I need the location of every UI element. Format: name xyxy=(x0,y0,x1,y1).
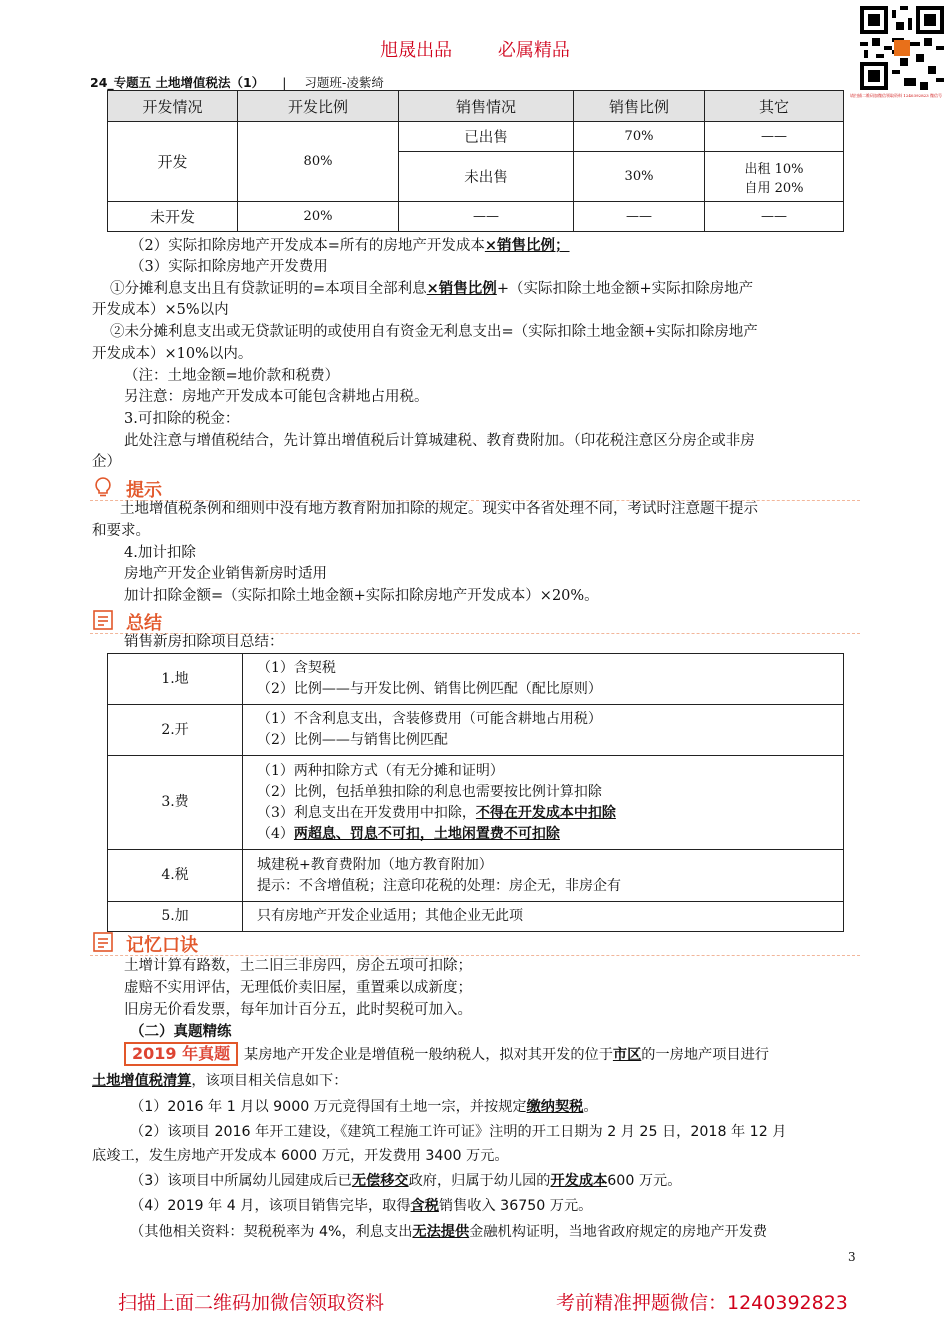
value-line xyxy=(257,824,842,845)
row-value xyxy=(243,705,844,756)
emphasis-text: 开发成本 xyxy=(550,1173,608,1189)
brand-left: 旭晟出品 xyxy=(380,40,453,61)
cell: 开发 xyxy=(108,122,238,202)
question-line: 底竣工，发生房地产开发成本 6000 万元，开发费用 3400 万元。 xyxy=(92,1148,509,1164)
exam-section-title: （二）真题精练 xyxy=(130,1023,232,1040)
text: （其他相关资料：契税税率为 4%，利息支出 xyxy=(130,1224,413,1240)
cell-line: 出租 10% xyxy=(744,161,804,177)
summary-table xyxy=(107,653,844,932)
cell: 20% xyxy=(238,202,399,232)
value-line: （2）比例——与开发比例、销售比例匹配（配比原则） xyxy=(257,681,602,697)
body-line: 土增计算有路数，土二旧三非房四，房企五项可扣除； xyxy=(124,958,472,974)
list-icon xyxy=(92,609,114,631)
header-separator: | xyxy=(282,75,287,90)
row-value: 只有房地产开发企业适用；其他企业无此项 xyxy=(243,902,844,932)
value-line: 提示：不含增值税；注意印花税的处理：房企无，非房企有 xyxy=(257,877,621,894)
question-line: （2）该项目 2016 年开工建设，《建筑工程施工许可证》注明的开工日期为 2 月 25 日，2018 年 12 月 xyxy=(130,1124,787,1140)
cell xyxy=(705,152,844,202)
cell: 已出售 xyxy=(399,122,574,152)
table-row xyxy=(108,756,844,850)
body-line xyxy=(130,236,900,256)
text: 销售收入 36750 万元。 xyxy=(438,1198,593,1214)
cell: —— xyxy=(574,202,705,232)
body-line: （注：土地金额=地价款和税费） xyxy=(124,368,340,384)
brand-right: 必属精品 xyxy=(497,40,570,61)
text: 政府，归属于幼儿园的 xyxy=(408,1173,551,1189)
text: 。 xyxy=(583,1099,598,1115)
value-line: （1）含契税 xyxy=(257,660,336,676)
table-row xyxy=(108,654,844,705)
table-row xyxy=(108,202,844,232)
row-key: 5.加 xyxy=(108,902,243,932)
footer-right: 考前精准押题微信：1240392823 xyxy=(556,1292,848,1314)
brand-banner xyxy=(0,36,950,62)
text: （1）2016 年 1 月以 9000 万元竞得国有土地一宗，并按规定 xyxy=(130,1099,527,1115)
row-value xyxy=(243,850,844,902)
body-line: ②未分摊利息支出或无贷款证明的或使用自有资金无利息支出=（实际扣除土地金额+实际扣除房地产 xyxy=(110,324,758,340)
table-header-row xyxy=(108,91,844,122)
cell: 70% xyxy=(574,122,705,152)
body-line: 和要求。 xyxy=(92,523,150,539)
body-line: 此处注意与增值税结合，先计算出增值税后计算城建税、教育费附加。（印花税注意区分房企或非房 xyxy=(124,433,755,449)
value-line: （1）两种扣除方式（有无分摊和证明） xyxy=(257,762,504,779)
text: ，该项目相关信息如下： xyxy=(191,1073,348,1089)
emphasis-text: 土地增值税清算 xyxy=(92,1073,192,1089)
emphasis-text: 市区 xyxy=(612,1047,642,1063)
cell: 未出售 xyxy=(399,152,574,202)
body-line xyxy=(110,279,880,299)
table-row xyxy=(108,850,844,902)
question-line xyxy=(244,1044,864,1066)
table-row xyxy=(108,902,844,932)
text: 600 万元。 xyxy=(607,1173,682,1189)
value-line: （1）不含利息支出，含装修费用（可能含耕地占用税） xyxy=(257,711,602,727)
list-icon xyxy=(92,931,114,953)
value-line: 城建税+教育费附加（地方教育附加） xyxy=(257,856,493,873)
question-line xyxy=(130,1221,900,1243)
year-badge: 2019 年真题 xyxy=(124,1042,238,1066)
body-line: 销售新房扣除项目总结： xyxy=(124,634,284,650)
text: +（实际扣除土地金额+实际扣除房地产 xyxy=(496,281,754,297)
qr-code-image xyxy=(860,6,944,90)
text: （3）该项目中所属幼儿园建成后已 xyxy=(130,1173,352,1189)
page-number: 3 xyxy=(848,1250,856,1264)
qr-caption: 请扫描二维码加微信领取资料 1240392823 微信号 xyxy=(850,93,942,98)
row-value xyxy=(243,654,844,705)
row-key: 4.税 xyxy=(108,850,243,902)
text: 某房地产开发企业是增值税一般纳税人，拟对其开发的位于 xyxy=(244,1047,613,1063)
cell: —— xyxy=(399,202,574,232)
body-line: 4.加计扣除 xyxy=(124,545,196,561)
body-line: 另注意：房地产开发成本可能包含耕地占用税。 xyxy=(124,389,429,405)
row-value xyxy=(243,756,844,850)
body-line: 旧房无价看发票，每年加计百分五，此时契税可加入。 xyxy=(124,1002,472,1018)
cell: —— xyxy=(705,202,844,232)
question-line xyxy=(92,1070,862,1092)
header-course: 习题班-凌紫绮 xyxy=(304,75,384,90)
emphasis-text: 缴纳契税 xyxy=(526,1099,584,1115)
emphasis-text: ×销售比例； xyxy=(484,237,570,254)
value-line xyxy=(257,803,842,824)
footer-left: 扫描上面二维码加微信领取资料 xyxy=(118,1292,385,1314)
emphasis-text: 无法提供 xyxy=(412,1224,470,1240)
body-line: 开发成本）×10%以内。 xyxy=(92,346,253,362)
cell-line: 自用 20% xyxy=(744,180,804,196)
row-key: 3.费 xyxy=(108,756,243,850)
emphasis-text: 两超息、罚息不可扣，土地闲置费不可扣除 xyxy=(293,825,560,842)
emphasis-text: 含税 xyxy=(410,1198,439,1214)
value-line: （2）比例，包括单独扣除的利息也需要按比例计算扣除 xyxy=(257,783,602,800)
table-row xyxy=(108,705,844,756)
development-ratio-table xyxy=(107,90,844,232)
body-line: 企） xyxy=(92,454,121,470)
page-header xyxy=(90,73,384,91)
body-line: （3）实际扣除房地产开发费用 xyxy=(130,259,328,275)
tip-section-header xyxy=(90,476,860,501)
question-line xyxy=(130,1096,900,1118)
text: （4）2019 年 4 月，该项目销售完毕，取得 xyxy=(130,1198,411,1214)
tip-title: 提示 xyxy=(126,480,162,501)
body-line: 房地产开发企业销售新房时适用 xyxy=(124,566,327,582)
value-line: （2）比例——与销售比例匹配 xyxy=(257,732,448,748)
cell: —— xyxy=(705,122,844,152)
header-cell: 销售比例 xyxy=(574,91,705,122)
question-line xyxy=(130,1195,900,1217)
question-line xyxy=(130,1170,900,1192)
emphasis-text: 不得在开发成本中扣除 xyxy=(475,804,616,821)
memory-title: 记忆口诀 xyxy=(126,935,198,956)
summary-section-header xyxy=(90,609,860,634)
text: 金融机构证明，当地省政府规定的房地产开发费 xyxy=(469,1224,768,1240)
cell: 30% xyxy=(574,152,705,202)
emphasis-text: 无偿移交 xyxy=(351,1173,409,1189)
body-line: 土地增值税条例和细则中没有地方教育附加扣除的规定。现实中各省处理不同，考试时注意题干提示 xyxy=(120,501,758,517)
body-line: 开发成本）×5%以内 xyxy=(92,302,229,318)
cell: 未开发 xyxy=(108,202,238,232)
body-line: 3.可扣除的税金： xyxy=(124,411,240,427)
header-title: 24_专题五 土地增值税法（1） xyxy=(90,75,265,90)
table-row xyxy=(108,122,844,152)
cell: 80% xyxy=(238,122,399,202)
text: （3）利息支出在开发费用中扣除， xyxy=(257,804,476,821)
header-cell: 开发情况 xyxy=(108,91,238,122)
text: （2）实际扣除房地产开发成本=所有的房地产开发成本 xyxy=(130,238,485,254)
body-line: 虚赔不实用评估，无理低价卖旧屋，重置乘以成新度； xyxy=(124,980,472,996)
header-cell: 销售情况 xyxy=(399,91,574,122)
body-line: 加计扣除金额=（实际扣除土地金额+实际扣除房地产开发成本）×20%。 xyxy=(124,588,599,604)
summary-title: 总结 xyxy=(126,613,162,634)
memory-section-header xyxy=(90,931,860,956)
header-cell: 其它 xyxy=(705,91,844,122)
text: ①分摊利息支出且有贷款证明的=本项目全部利息 xyxy=(110,281,427,297)
text: 的一房地产项目进行 xyxy=(641,1047,769,1063)
row-key: 1.地 xyxy=(108,654,243,705)
emphasis-text: ×销售比例 xyxy=(426,280,497,297)
text: （4） xyxy=(257,825,294,842)
lightbulb-icon xyxy=(92,476,114,498)
row-key: 2.开 xyxy=(108,705,243,756)
header-cell: 开发比例 xyxy=(238,91,399,122)
